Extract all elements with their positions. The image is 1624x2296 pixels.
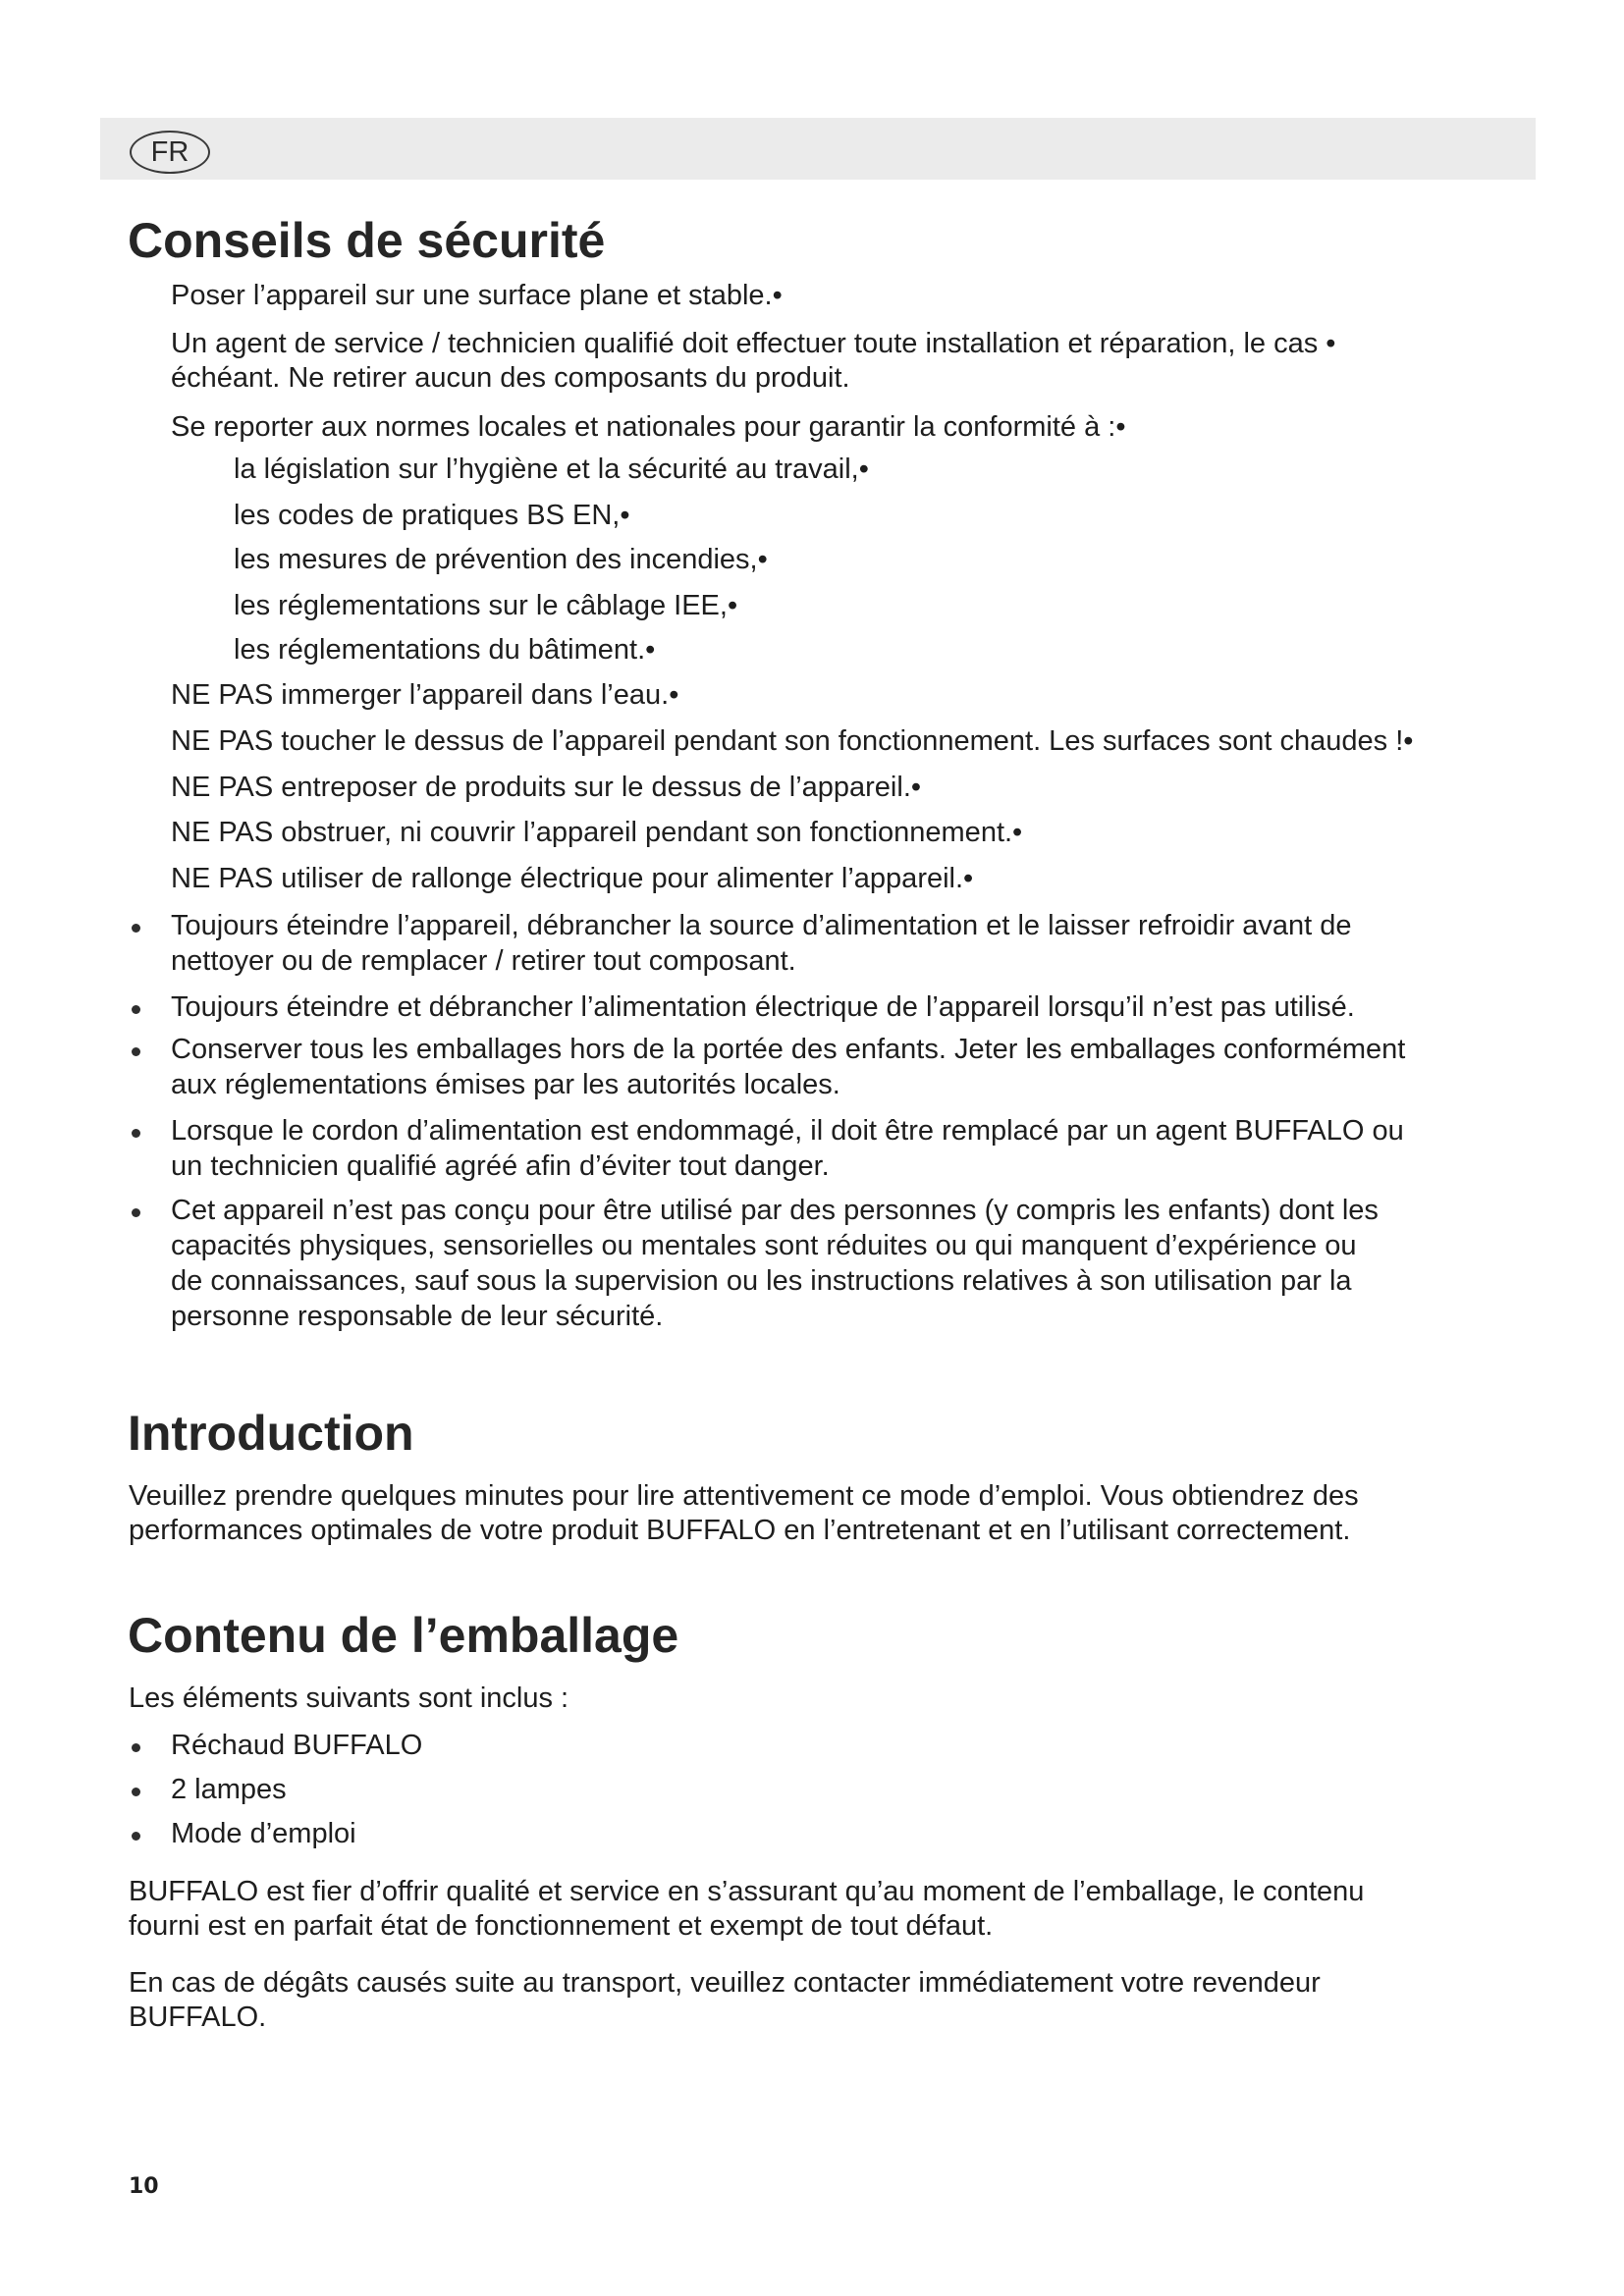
bullet-marker bbox=[132, 1129, 140, 1138]
safety-sub-item: les réglementations sur le câblage IEE,• bbox=[234, 590, 738, 621]
language-badge bbox=[130, 131, 210, 174]
bullet-marker bbox=[132, 924, 140, 933]
safety-bullet-line: Cet appareil n’est pas conçu pour être utilisé par des personnes (y compris les enfants) dont les bbox=[171, 1195, 1379, 1226]
section-title-safety: Conseils de sécurité bbox=[128, 213, 606, 268]
package-contents-item-label: Mode d’emploi bbox=[171, 1818, 356, 1849]
section-title-package-contents: Contenu de l’emballage bbox=[128, 1608, 679, 1663]
safety-warning: NE PAS obstruer, ni couvrir l’appareil pendant son fonctionnement.• bbox=[171, 817, 1023, 848]
safety-bullet-line: Conserver tous les emballages hors de la portée des enfants. Jeter les emballages conformément bbox=[171, 1034, 1406, 1065]
safety-paragraph-line: Un agent de service / technicien qualifié doit effectuer toute installation et réparation, le cas • bbox=[171, 328, 1336, 359]
package-contents-line: BUFFALO est fier d’offrir qualité et service en s’assurant qu’au moment de l’emballage, le contenu bbox=[129, 1876, 1365, 1907]
safety-paragraph-line: Poser l’appareil sur une surface plane et stable.• bbox=[171, 280, 783, 311]
safety-bullet-line: Toujours éteindre et débrancher l’alimentation électrique de l’appareil lorsqu’il n’est pas utilisé. bbox=[171, 991, 1355, 1023]
package-contents-lead: Les éléments suivants sont inclus : bbox=[129, 1682, 569, 1714]
page-number: 10 bbox=[129, 2174, 159, 2199]
bullet-marker bbox=[132, 1788, 140, 1796]
safety-paragraph-line: Se reporter aux normes locales et nationales pour garantir la conformité à :• bbox=[171, 411, 1126, 443]
package-contents-line: fourni est en parfait état de fonctionnement et exempt de tout défaut. bbox=[129, 1910, 994, 1942]
safety-warning: NE PAS toucher le dessus de l’appareil pendant son fonctionnement. Les surfaces sont chaudes !• bbox=[171, 725, 1414, 757]
safety-sub-item: la législation sur l’hygiène et la sécurité au travail,• bbox=[234, 454, 869, 485]
safety-bullet-line: Toujours éteindre l’appareil, débrancher la source d’alimentation et le laisser refroidir avant de bbox=[171, 910, 1352, 941]
safety-bullet-line: un technicien qualifié agréé afin d’éviter tout danger. bbox=[171, 1150, 830, 1182]
safety-sub-item: les codes de pratiques BS EN,• bbox=[234, 500, 630, 531]
section-title-introduction: Introduction bbox=[128, 1406, 414, 1461]
bullet-marker bbox=[132, 1832, 140, 1841]
package-contents-item-label: 2 lampes bbox=[171, 1774, 287, 1805]
safety-bullet-line: aux réglementations émises par les autorités locales. bbox=[171, 1069, 840, 1100]
bullet-marker bbox=[132, 1047, 140, 1056]
safety-warning: NE PAS entreposer de produits sur le dessus de l’appareil.• bbox=[171, 772, 922, 803]
bullet-marker bbox=[132, 1743, 140, 1752]
safety-paragraph-line: échéant. Ne retirer aucun des composants du produit. bbox=[171, 362, 850, 394]
safety-bullet-line: nettoyer ou de remplacer / retirer tout composant. bbox=[171, 945, 796, 977]
package-contents-item-label: Réchaud BUFFALO bbox=[171, 1730, 423, 1761]
package-contents-line: BUFFALO. bbox=[129, 2002, 267, 2033]
introduction-line: performances optimales de votre produit BUFFALO en l’entretenant et en l’utilisant correctement. bbox=[129, 1515, 1351, 1546]
safety-bullet-line: personne responsable de leur sécurité. bbox=[171, 1301, 664, 1332]
safety-sub-item: les mesures de prévention des incendies,• bbox=[234, 544, 768, 575]
safety-bullet-line: capacités physiques, sensorielles ou mentales sont réduites ou qui manquent d’expérience ou bbox=[171, 1230, 1357, 1261]
introduction-line: Veuillez prendre quelques minutes pour lire attentivement ce mode d’emploi. Vous obtiendrez des bbox=[129, 1480, 1359, 1512]
bullet-marker bbox=[132, 1208, 140, 1217]
language-badge-label: FR bbox=[150, 136, 189, 168]
bullet-marker bbox=[132, 1005, 140, 1014]
safety-bullet-line: Lorsque le cordon d’alimentation est endommagé, il doit être remplacé par un agent BUFFALO ou bbox=[171, 1115, 1404, 1147]
safety-sub-item: les réglementations du bâtiment.• bbox=[234, 634, 656, 666]
safety-warning: NE PAS utiliser de rallonge électrique pour alimenter l’appareil.• bbox=[171, 863, 974, 894]
safety-bullet-line: de connaissances, sauf sous la supervision ou les instructions relatives à son utilisation par la bbox=[171, 1265, 1352, 1297]
package-contents-line: En cas de dégâts causés suite au transport, veuillez contacter immédiatement votre revendeur bbox=[129, 1967, 1321, 1999]
header-band bbox=[100, 118, 1536, 180]
safety-warning: NE PAS immerger l’appareil dans l’eau.• bbox=[171, 679, 679, 711]
